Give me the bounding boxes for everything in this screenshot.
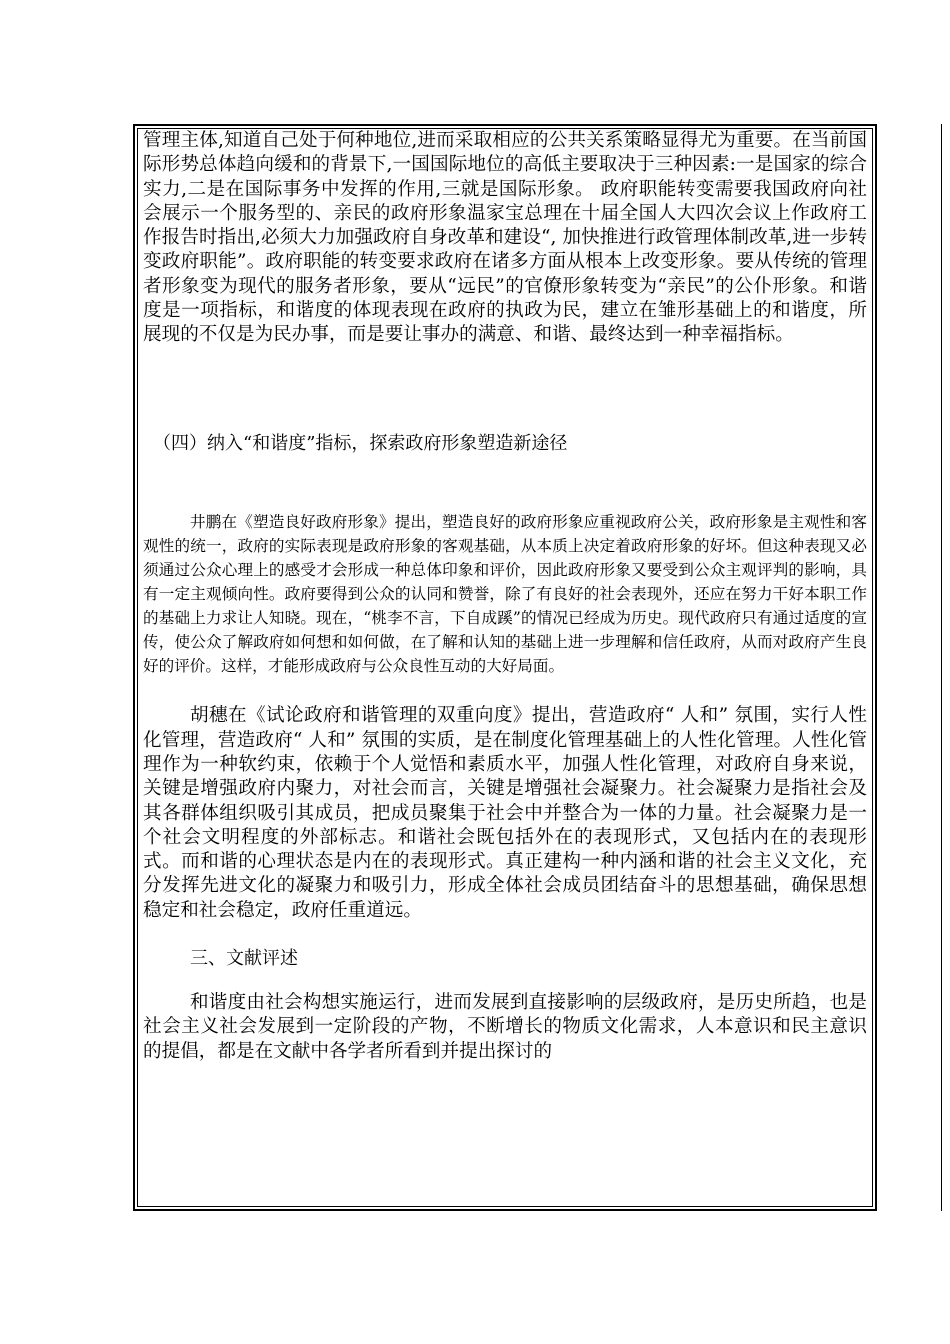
paragraph-hu-sui: 胡穗在《试论政府和谐管理的双重向度》提出，营造政府“ 人和” 氛围，实行人性化管理，营造政府“ 人和” 氛围的实质，是在制度化管理基础上的人性化管理。人性化管理作为一种软约束，依赖于个人觉悟和素质水平，加强人性化管理，对政府自身来说，关键是增强政府内聚力，对社会而言，关键是增强社会凝聚力。社会凝聚力是指社会及其各群体组织吸引其成员，把成员聚集于社会中并整合为一体的力量。社会凝聚力是一个社会文明程度的外部标志。和谐社会既包括外在的表现形式，又包括内在的表现形式。而和谐的心理状态是内在的表现形式。真正建构一种内涵和谐的社会主义文化，充分发挥先进文化的凝聚力和吸引力，形成全体社会成员团结奋斗的思想基础，确保思想稳定和社会稳定，政府任重道远。 — [143, 705, 867, 921]
section-heading-4: （四）纳入“和谐度”指标，探索政府形象塑造新途径 — [153, 432, 568, 454]
paragraph-government-image-intro: 管理主体,知道自己处于何种地位,进而采取相应的公共关系策略显得尤为重要。在当前国际形势总体趋向缓和的背景下,一国国际地位的高低主要取决于三种因素:一是国家的综合实力,二是在国际事务中发挥的作用,三就是国际形象。 政府职能转变需要我国政府向社会展示一个服务型的、亲民的政府形象温家宝总理在十届全国人大四次会议上作政府工作报告时指出,必须大力加强政府自身改革和建设“, 加快推进行政管理体制改革,进一步转变政府职能”。政府职能的转变要求政府在诸多方面从根本上改变形象。要从传统的管理者形象变为现代的服务者形象，要从“远民”的官僚形象转变为“亲民”的公仆形象。和谐度是一项指标，和谐度的体现表现在政府的执政为民，建立在雏形基础上的和谐度，所展现的不仅是为民办事，而是要让事办的满意、和谐、最终达到一种幸福指标。 — [143, 130, 867, 346]
section-heading-3: 三、文献评述 — [190, 948, 298, 969]
paragraph-literature-review: 和谐度由社会构想实施运行，进而发展到直接影响的层级政府，是历史所趋，也是社会主义社会发展到一定阶段的产物，不断增长的物质文化需求，人本意识和民主意识的提倡，都是在文献中各学者所看到并提出探讨的 — [143, 992, 867, 1062]
page-edge-line — [941, 124, 942, 1211]
document-body — [143, 129, 867, 1064]
paragraph-jing-peng: 井鹏在《塑造良好政府形象》提出，塑造良好的政府形象应重视政府公关，政府形象是主观性和客观性的统一，政府的实际表现是政府形象的客观基础，从本质上决定着政府形象的好坏。但这种表现又必须通过公众心理上的感受才会形成一种总体印象和评价，因此政府形象又要受到公众主观评判的影响，具有一定主观倾向性。政府要得到公众的认同和赞誉，除了有良好的社会表现外，还应在努力干好本职工作的基础上力求让人知晓。现在，“桃李不言，下自成蹊”的情况已经成为历史。现代政府只有通过适度的宣传，使公众了解政府如何想和如何做，在了解和认知的基础上进一步理解和信任政府，从而对政府产生良好的评价。这样，才能形成政府与公众良性互动的大好局面。 — [143, 512, 867, 676]
